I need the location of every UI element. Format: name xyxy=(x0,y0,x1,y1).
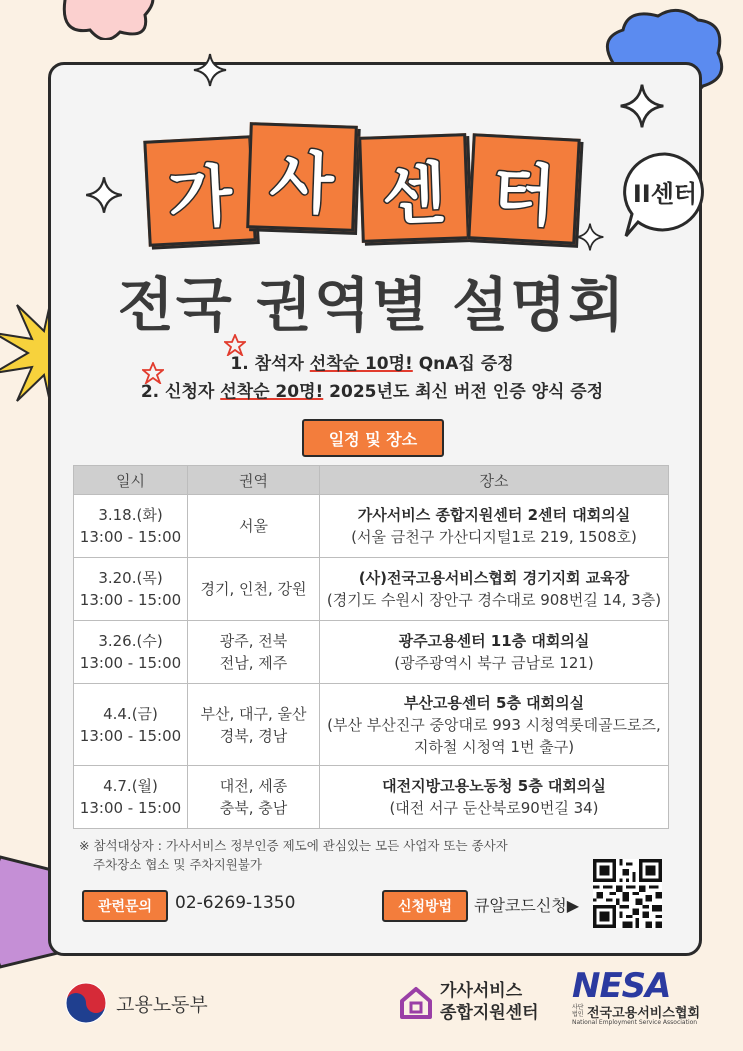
bonus-text: QnA집 증정 xyxy=(412,354,514,374)
apply-method-text: 큐알코드신청▶ xyxy=(474,896,580,915)
table-row xyxy=(74,766,669,829)
inquiry-label: 관련문의 xyxy=(82,890,168,922)
date-cell: 3.18.(화) 13:00 - 15:00 xyxy=(74,495,188,558)
bonus-highlight: 선착순 20명! xyxy=(220,382,324,402)
title-tile: 센 xyxy=(358,133,470,243)
nesa-english-name: National Employment Service Association xyxy=(572,1019,698,1026)
column-header-date: 일시 xyxy=(74,466,188,495)
bonus-text: 2025년도 최신 버전 인증 양식 증정 xyxy=(323,382,604,402)
column-header-venue: 장소 xyxy=(320,466,669,495)
sparkle-icon xyxy=(84,175,124,215)
nesa-tag: 사단법인 xyxy=(572,1004,584,1018)
region-cell: 서울 xyxy=(188,495,320,558)
qr-code-icon[interactable] xyxy=(593,859,662,928)
date-cell: 3.20.(목) 13:00 - 15:00 xyxy=(74,558,188,621)
schedule-and-venue-label: 일정 및 장소 xyxy=(302,419,444,457)
sparkle-icon xyxy=(192,52,228,88)
region-cell: 대전, 세종 충북, 충남 xyxy=(188,766,320,829)
attendee-note: ※ 참석대상자 : 가사서비스 정부인증 제도에 관심있는 모든 사업자 또는 종사자 xyxy=(79,838,508,853)
bonus-highlight: 선착순 10명! xyxy=(309,354,413,374)
apply-method-label: 신청방법 xyxy=(382,890,468,922)
region-cell: 광주, 전북 전남, 제주 xyxy=(188,621,320,684)
region-cell: 부산, 대구, 울산 경북, 경남 xyxy=(188,684,320,766)
venue-cell: 대전지방고용노동청 5층 대회의실 (대전 서구 둔산북로90번길 34) xyxy=(320,766,669,829)
table-row xyxy=(74,684,669,766)
schedule-table xyxy=(73,465,669,829)
nesa-org-name: 전국고용서비스협회 xyxy=(587,1006,701,1021)
parking-note: 주차장소 협소 및 주차지원불가 xyxy=(93,857,262,872)
venue-cell: 광주고용센터 11층 대회의실 (광주광역시 북구 금남로 121) xyxy=(320,621,669,684)
table-header-row xyxy=(74,466,669,495)
kasa-house-logo-icon xyxy=(398,985,434,1021)
moel-logo-text: 고용노동부 xyxy=(116,994,208,1016)
bonus-text: 1. 참석자 xyxy=(230,354,310,374)
table-row xyxy=(74,495,669,558)
date-cell: 4.4.(금) 13:00 - 15:00 xyxy=(74,684,188,766)
nesa-logo-word: NESA xyxy=(572,966,671,1006)
venue-cell: 가사서비스 종합지원센터 2센터 대회의실 (서울 금천구 가산디지털1로 219, 1508호) xyxy=(320,495,669,558)
star-doodle-icon xyxy=(224,334,246,356)
pink-flower-decoration xyxy=(55,0,160,40)
sparkle-icon xyxy=(618,82,666,130)
venue-cell: (사)전국고용서비스협회 경기지회 교육장 (경기도 수원시 장안구 경수대로 908번길 14, 3층) xyxy=(320,558,669,621)
column-header-region: 권역 xyxy=(188,466,320,495)
kasa-logo-text: 가사서비스 종합지원센터 xyxy=(440,981,539,1023)
title-tile: 가 xyxy=(143,135,256,247)
date-cell: 4.7.(월) 13:00 - 15:00 xyxy=(74,766,188,829)
title-tile: 터 xyxy=(467,133,580,245)
date-cell: 3.26.(수) 13:00 - 15:00 xyxy=(74,621,188,684)
inquiry-phone[interactable]: 02-6269-1350 xyxy=(175,893,296,913)
table-row xyxy=(74,621,669,684)
title-tile: 사 xyxy=(246,122,358,232)
table-row xyxy=(74,558,669,621)
sparkle-icon xyxy=(575,222,605,252)
venue-cell: 부산고용센터 5층 대회의실 (부산 부산진구 중앙대로 993 시청역롯데골드로즈, 지하철 시청역 1번 출구) xyxy=(320,684,669,766)
page-title: 전국 권역별 설명회 xyxy=(117,271,627,339)
bonus-text: 2. 신청자 xyxy=(140,382,221,402)
region-cell: 경기, 인천, 강원 xyxy=(188,558,320,621)
star-doodle-icon xyxy=(142,362,164,384)
bubble-label: II센터 xyxy=(632,180,698,208)
taegeuk-logo-icon xyxy=(64,981,108,1025)
